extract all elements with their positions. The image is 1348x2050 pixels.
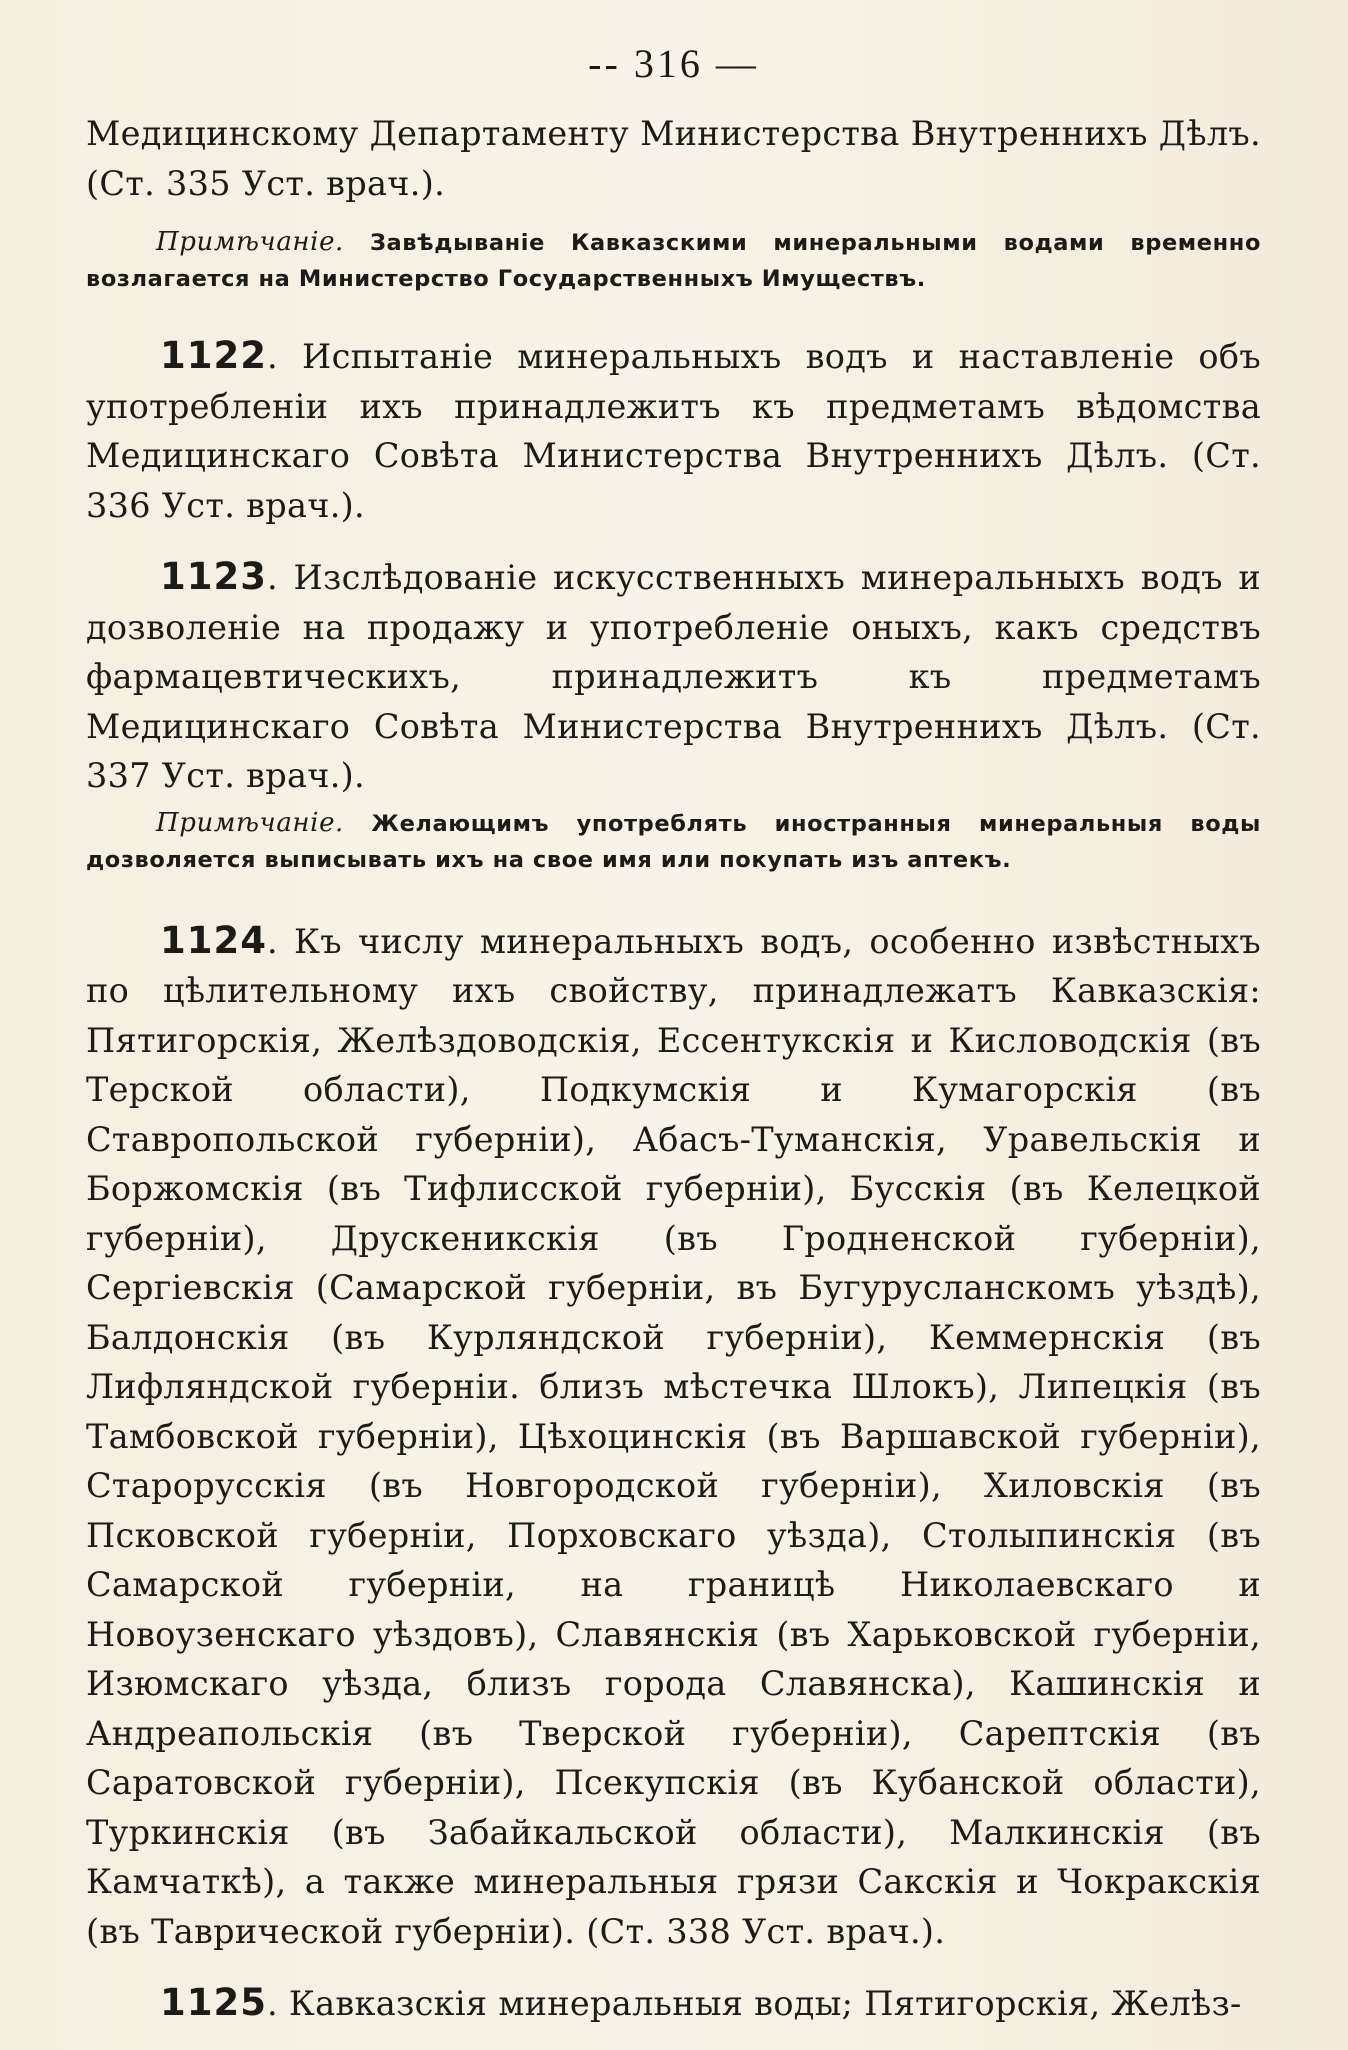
page-number: -- 316 —: [588, 41, 759, 86]
article-1125-text: . Кавказскія минеральныя воды; Пятигорскія, Желѣз-: [266, 1984, 1242, 2023]
article-1125: [86, 1978, 1261, 2029]
intro-text: Медицинскому Департаменту Министерства Внутреннихъ Дѣлъ. (Ст. 335 Уст. врач.).: [86, 114, 1261, 203]
note-2-label: Примѣчаніе.: [156, 807, 344, 838]
article-1124: [86, 916, 1261, 1957]
article-1122-text: . Испытаніе минеральныхъ водъ и наставленіе объ употребленіи ихъ принадлежитъ къ предметамъ вѣдомства Медицинскаго Совѣта Министерства Внутреннихъ Дѣлъ. (Ст. 336 Уст. врач.).: [86, 337, 1261, 525]
article-1125-number: 1125: [160, 1981, 267, 2024]
article-1124-text: . Къ числу минеральныхъ водъ, особенно извѣстныхъ по цѣлительному ихъ свойству, принадлежатъ Кавказскія: Пятигорскія, Желѣздоводскія, Ессентукскія и Кисловодскія (въ Терской области), Подкумскія и Кумагорскія (въ Ставропольской губерніи), Абасъ-Туманскія, Уравельскія и Боржомскія (въ Тифлисской губерніи), Бусскія (въ Келецкой губерніи), Друскеникскія (въ Гродненской губерніи), Сергіевскія (Самарской губерніи, въ Бугурусланскомъ уѣздѣ), Балдонскія (въ Курляндской губерніи), Кеммернскія (въ Лифляндской губерніи. близъ мѣстечка Шлокъ), Липецкія (въ Тамбовской губерніи), Цѣхоцинскія (въ Варшавской губерніи), Старорусскія (въ Новгородской губерніи), Хиловскія (въ Псковской губерніи, Порховскаго уѣзда), Столыпинскія (въ Самарской губерніи, на границѣ Николаевскаго и Новоузенскаго уѣздовъ), Славянскія (въ Харьковской губерніи, Изюмскаго уѣзда, близъ города Славянска), Кашинскія и Андреапольскія (въ Тверской губерніи), Сарептскія (въ Саратовской губерніи), Псекупскія (въ Кубанской области), Туркинскія (въ Забайкальской области), Малкинскія (въ Камчаткѣ), а также минеральныя грязи Сакскія и Чокракскія (въ Таврической губерніи). (Ст. 338 Уст. врач.).: [86, 921, 1261, 1951]
article-1122: [86, 331, 1261, 530]
article-1124-number: 1124: [160, 918, 267, 962]
article-1123-number: 1123: [160, 555, 267, 598]
note-1: [86, 224, 1261, 297]
article-1123-text: . Изслѣдованіе искусственныхъ минеральныхъ водъ и дозволеніе на продажу и употребленіе оныхъ, какъ средствъ фармацевтическихъ, принадлежитъ къ предметамъ Медицинскаго Совѣта Министерства Внутреннихъ Дѣлъ. (Ст. 337 Уст. врач.).: [86, 558, 1261, 795]
note-1-text: Завѣдываніе Кавказскими минеральными водами временно возлагается на Министерство Государственныхъ Имуществъ.: [86, 230, 1262, 292]
text-column: [86, 40, 1261, 2029]
note-2-text: Желающимъ употреблять иностранныя минеральныя воды дозволяется выписывать ихъ на свое имя или покупать изъ аптекъ.: [86, 810, 1261, 873]
article-1123: [86, 552, 1261, 801]
intro-paragraph: [86, 109, 1261, 208]
article-1122-number: 1122: [160, 334, 267, 377]
note-1-label: Примѣчаніе.: [156, 227, 344, 257]
note-2: [86, 805, 1261, 878]
